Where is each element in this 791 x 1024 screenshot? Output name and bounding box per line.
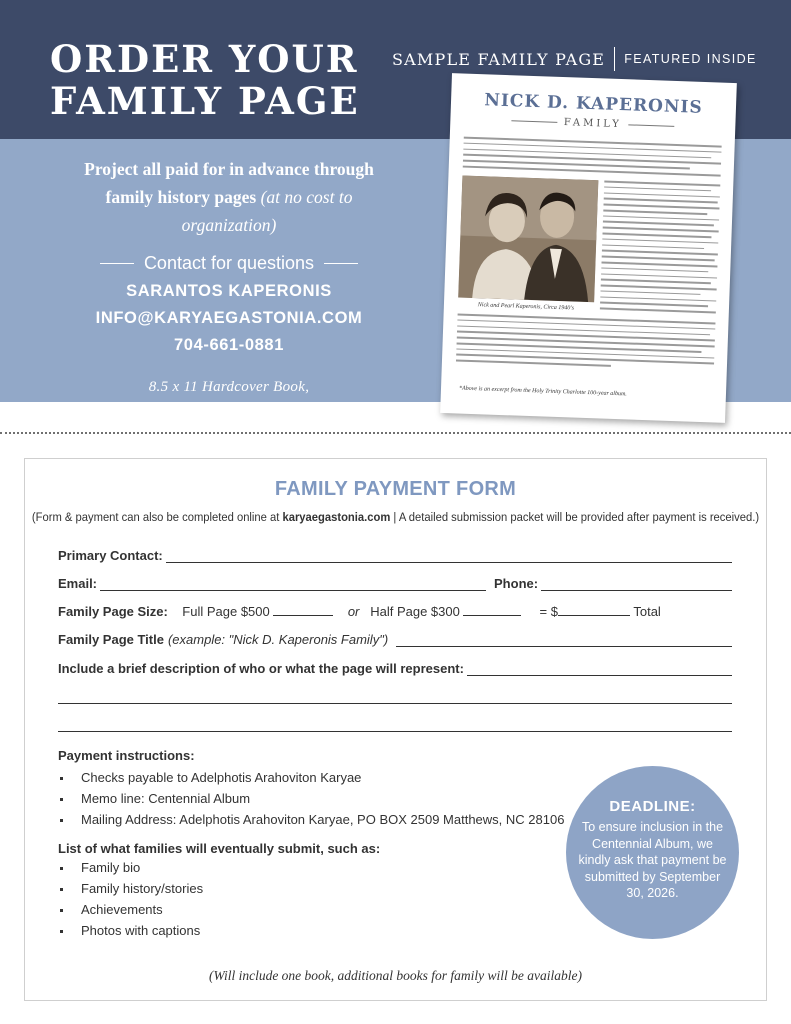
page-title-row <box>58 632 732 647</box>
sample-footnote: *Above is an excerpt from the Holy Trinity Charlotte 100-year album. <box>458 385 627 398</box>
project-info <box>60 155 398 429</box>
contact-rule-left <box>100 263 134 264</box>
payment-heading: Payment instructions: <box>58 748 195 763</box>
description-row <box>58 661 732 676</box>
submissions-heading: List of what families will eventually submit, such as: <box>58 841 381 856</box>
featured-label: FEATURED INSIDE <box>624 52 757 66</box>
primary-contact-row <box>58 548 732 563</box>
cut-line <box>0 432 791 434</box>
payment-item: Checks payable to Adelphotis Arahoviton Karyae <box>58 769 564 790</box>
photo-illustration <box>458 176 598 303</box>
sample-label: SAMPLE FAMILY PAGE <box>392 49 606 69</box>
paid-note: (at no cost to organization) <box>181 187 353 235</box>
page-title-label: Family Page Title <box>58 632 164 647</box>
sample-divider <box>614 47 615 71</box>
submission-item: Family history/stories <box>58 880 203 901</box>
full-page-option[interactable]: Full Page $500 <box>182 604 270 619</box>
or-text: or <box>347 604 360 619</box>
sample-family-page <box>440 73 737 423</box>
form-subtitle-post: | A detailed submission packet will be provided after payment is received.) <box>390 510 760 524</box>
email-field[interactable] <box>100 578 486 591</box>
page-title-field[interactable] <box>396 634 732 647</box>
closing-note: (Will include one book, additional books for family will be available) <box>208 968 583 983</box>
deadline-text: To ensure inclusion in the Centennial Album, we kindly ask that payment be submitted by September 30, 2026. <box>578 820 727 900</box>
book-spec-line-1: 8.5 x 11 Hardcover Book, <box>148 379 310 395</box>
sample-family-word: FAMILY <box>563 117 623 131</box>
contact-rule-right <box>324 263 358 264</box>
sample-photo-caption: Nick and Pearl Kaperonis, Circa 1940's <box>477 302 575 312</box>
email-phone-row <box>58 576 732 591</box>
size-label: Family Page Size: <box>58 604 168 619</box>
form-subtitle <box>32 510 760 524</box>
description-line-3[interactable] <box>58 731 732 732</box>
payment-item: Memo line: Centennial Album <box>58 790 564 811</box>
primary-contact-label: Primary Contact: <box>58 548 163 563</box>
phone-field[interactable] <box>541 578 732 591</box>
contact-email[interactable]: INFO@KARYAEGASTONIA.COM <box>95 309 363 327</box>
sample-heading <box>392 47 757 71</box>
page-title-hint: (example: "Nick D. Kaperonis Family") <box>167 632 389 647</box>
half-page-qty-field[interactable] <box>463 604 521 616</box>
sample-rule-left <box>512 120 558 123</box>
total-label: Total <box>633 604 661 619</box>
submission-item: Photos with captions <box>58 922 203 943</box>
page-size-row <box>58 604 661 619</box>
submission-item: Achievements <box>58 901 203 922</box>
primary-contact-field[interactable] <box>166 550 732 563</box>
sample-couple-photo <box>458 176 598 303</box>
title-line-1: ORDER YOUR <box>50 37 359 81</box>
half-page-option[interactable]: Half Page $300 <box>370 604 460 619</box>
sample-family-name: NICK D. KAPERONIS <box>484 90 704 118</box>
phone-label: Phone: <box>494 576 539 591</box>
page-title <box>50 38 360 122</box>
description-line-2[interactable] <box>58 703 732 704</box>
deadline-title: DEADLINE: <box>609 798 696 815</box>
paid-line-1: Project all paid for in advance through <box>84 159 374 179</box>
full-page-qty-field[interactable] <box>273 604 333 616</box>
payment-instructions-list <box>58 769 564 832</box>
sample-column-text <box>599 181 720 325</box>
description-label: Include a brief description of who or what the page will represent: <box>58 661 464 676</box>
paid-line-2-text: family history pages <box>105 187 257 207</box>
contact-phone[interactable]: 704-661-0881 <box>174 336 284 354</box>
paid-line-2 <box>60 183 398 239</box>
total-amount-field[interactable] <box>558 604 630 616</box>
email-label: Email: <box>58 576 98 591</box>
book-spec-line-2: Approximately 200 Pages, Full Color Design <box>86 407 372 423</box>
submissions-list <box>58 859 203 943</box>
title-line-2: FAMILY PAGE <box>50 79 360 123</box>
contact-name: SARANTOS KAPERONIS <box>126 282 332 300</box>
payment-item: Mailing Address: Adelphotis Arahoviton Karyae, PO BOX 2509 Matthews, NC 28106 <box>58 811 564 832</box>
description-field[interactable] <box>467 663 732 676</box>
form-subtitle-pre: (Form & payment can also be completed online at <box>31 510 283 524</box>
sample-closing-text <box>456 313 716 378</box>
contact-heading-text: Contact for questions <box>143 253 315 273</box>
equals-dollar: = $ <box>539 604 558 619</box>
website-link[interactable]: karyaegastonia.com <box>282 510 391 524</box>
deadline-badge <box>566 766 739 939</box>
submission-item: Family bio <box>58 859 203 880</box>
form-title: FAMILY PAYMENT FORM <box>274 478 517 500</box>
contact-heading <box>60 253 398 274</box>
sample-rule-right <box>628 124 674 127</box>
